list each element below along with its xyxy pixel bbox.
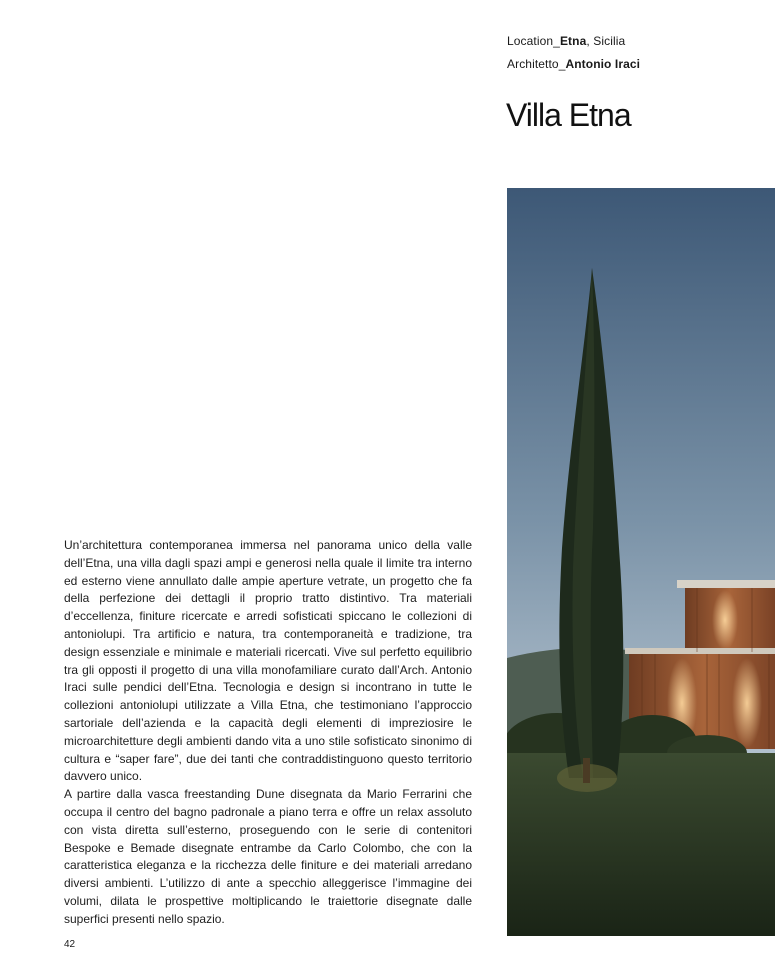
- architect-prefix: Architetto_: [507, 57, 566, 71]
- page-number: 42: [64, 939, 76, 950]
- article-body: [64, 537, 472, 929]
- villa-photo: [507, 188, 775, 936]
- location-value: Etna: [559, 34, 587, 48]
- location-prefix: Location_: [507, 34, 560, 48]
- page-title: Villa Etna: [506, 97, 631, 133]
- body-paragraph-2: A partire dalla vasca freestanding Dune disegnata da Mario Ferrarini che occupa il centro del bagno padronale a piano terra e offre un relax assoluto con vista diretta sull’esterno, proseguendo con le serie di contenitori Bespoke e Bemade disegnate entrambe da Carlo Colombo, che con la caratteristica eleganza e la ricchezza delle finiture e dei materiali arredano diversi ambienti. L’utilizzo di ante a specchio alleggerisce l’immagine dei volumi, dilata le prospettive moltiplicando le traiettorie disegnate dalle superfici presenti nello spazio.: [64, 787, 472, 926]
- architect-value: Antonio Iraci: [565, 57, 641, 71]
- villa-photo-illustration: [507, 188, 775, 936]
- body-paragraph-1: Un’architettura contemporanea immersa nel panorama unico della valle dell’Etna, una villa dagli spazi ampi e generosi nella quale il limite tra interno ed esterno viene annullato dalle ampie aperture vetrate, un progetto che fa della perfezione dei dettagli il proprio tratto distintivo. Tra materiali d’eccellenza, finiture ricercate e arredi sofisticati spiccano le collezioni di antoniolupi. Tra artificio e natura, tra contemporaneità e tradizione, tra design essenziale e minimale e materiali ricercati. Vive sul perfetto equilibrio tra gli opposti il progetto di una villa monofamiliare curato dall’Arch. Antonio Iraci sulle pendici dell’Etna. Tecnologia e design si incontrano in tutte le collezioni antoniolupi utilizzate a Villa Etna, che testimoniano l’approccio sartoriale dell’azienda e la capacità degli elementi di impreziosire le microarchitetture degli ambienti dando vita a uno stile sofisticato sinonimo di cultura e “saper fare”, due dei tanti che contraddistinguono questo territorio davvero unico.: [64, 538, 472, 784]
- architect-line: [507, 57, 640, 71]
- location-line: [507, 34, 625, 48]
- location-suffix: , Sicilia: [586, 34, 626, 48]
- lawn: [507, 753, 775, 936]
